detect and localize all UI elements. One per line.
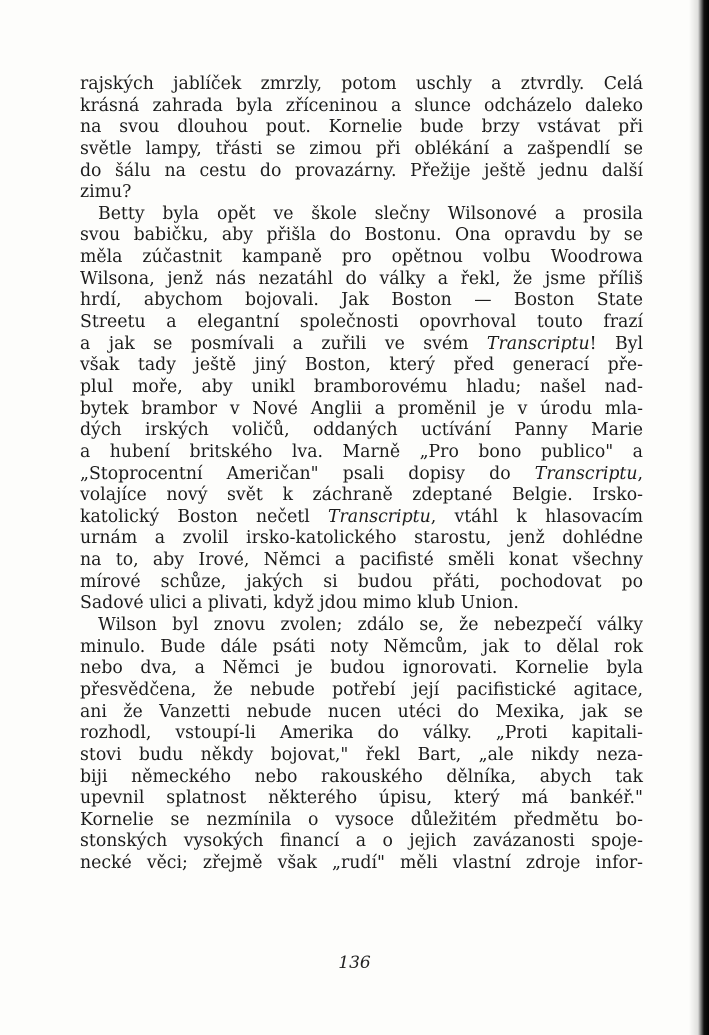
newspaper-title: Transcriptu bbox=[328, 506, 431, 527]
text-line: Sadové ulici a plivati, když jdou mimo klub Union. bbox=[80, 593, 519, 614]
newspaper-title: Transcriptu bbox=[486, 333, 590, 354]
text-line: plul moře, aby unikl bramborovému hladu; našel nad- bbox=[80, 376, 643, 397]
text-line: světle lampy, třásti se zimou při oblékání a zašpendlí se bbox=[80, 138, 643, 159]
page-number: 136 bbox=[338, 953, 371, 973]
text-line: stovi budu někdy bojovat," řekl Bart, „ale nikdy neza- bbox=[80, 744, 643, 765]
text-line: svou babičku, aby přišla do Bostonu. Ona opravdu by se bbox=[80, 225, 643, 246]
text-line: volajíce nový svět k záchraně zdeptané Belgie. Irsko- bbox=[80, 485, 643, 506]
text-line: dých irských voličů, oddaných uctívání Panny Marie bbox=[80, 420, 643, 441]
text-line: ani že Vanzetti nebude nucen utéci do Mexika, jak se bbox=[80, 701, 643, 722]
text-line: rajských jablíček zmrzly, potom uschly a ztvrdly. Celá bbox=[80, 74, 643, 94]
paragraph-start-line: Betty byla opět ve škole slečny Wilsonové a prosila bbox=[98, 203, 643, 224]
text-line: stonských vysokých financí a o jejich zavázanosti spoje- bbox=[80, 831, 643, 852]
text-line: biji německého nebo rakouského dělníka, abych tak bbox=[80, 766, 643, 787]
text-line: rozhodl, vstoupí-li Amerika do války. „Proti kapitali- bbox=[80, 723, 643, 744]
text-line: na to, aby Irové, Němci a pacifisté směli konat všechny bbox=[80, 550, 643, 571]
text-line: nebo dva, a Němci je budou ignorovati. Kornelie byla bbox=[80, 658, 643, 679]
text-line: „Stoprocentní Američan" psali dopisy do Transcriptu, bbox=[80, 463, 643, 484]
book-spine-shadow bbox=[689, 0, 709, 1035]
text-line: krásná zahrada byla zříceninou a slunce odcházelo daleko bbox=[80, 95, 643, 116]
text-line: a jak se posmívali a zuřili ve svém Transcriptu! Byl bbox=[80, 333, 643, 354]
text-line: a hubení britského lva. Marně „Pro bono publico" a bbox=[80, 441, 643, 462]
text-line: upevnil splatnost některého úpisu, který má bankéř." bbox=[80, 788, 643, 809]
text-line: zimu? bbox=[80, 182, 132, 203]
text-line: na svou dlouhou pout. Kornelie bude brzy vstávat při bbox=[80, 117, 643, 138]
text-line: katolický Boston nečetl Transcriptu, vtáhl k hlasovacím bbox=[80, 506, 643, 527]
body-text bbox=[80, 74, 643, 875]
paragraph-start-line: Wilson byl znovu zvolen; zdálo se, že nebezpečí války bbox=[98, 615, 643, 636]
text-line: přesvědčena, že nebude potřebí její pacifistické agitace, bbox=[80, 679, 643, 700]
text-line: však tady ještě jiný Boston, který před generací pře- bbox=[80, 355, 643, 376]
text-line: Streetu a elegantní společnosti opovrhoval touto frazí bbox=[80, 312, 643, 333]
text-line: urnám a zvolil irsko-katolického starostu, jenž dohlédne bbox=[80, 528, 643, 549]
text-line: mírové schůze, jakých si budou přáti, pochodovat po bbox=[80, 571, 643, 592]
text-line: do šálu na cestu do provazárny. Přežije ještě jednu další bbox=[80, 160, 643, 181]
newspaper-title: Transcriptu bbox=[534, 463, 638, 484]
text-line: hrdí, abychom bojovali. Jak Boston — Boston State bbox=[80, 290, 643, 311]
text-line: necké věci; zřejmě však „rudí" měli vlastní zdroje infor- bbox=[80, 853, 643, 874]
text-line: Wilsona, jenž nás nezatáhl do války a řekl, že jsme příliš bbox=[80, 268, 643, 289]
text-line: Kornelie se nezmínila o vysoce důležitém předmětu bo- bbox=[80, 809, 643, 830]
text-line: minulo. Bude dále psáti noty Němcům, jak to dělal rok bbox=[80, 636, 643, 657]
text-line: bytek brambor v Nové Anglii a proměnil je v úrodu mla- bbox=[80, 398, 643, 419]
text-line: měla zúčastnit kampaně pro opětnou volbu Woodrowa bbox=[80, 247, 643, 268]
